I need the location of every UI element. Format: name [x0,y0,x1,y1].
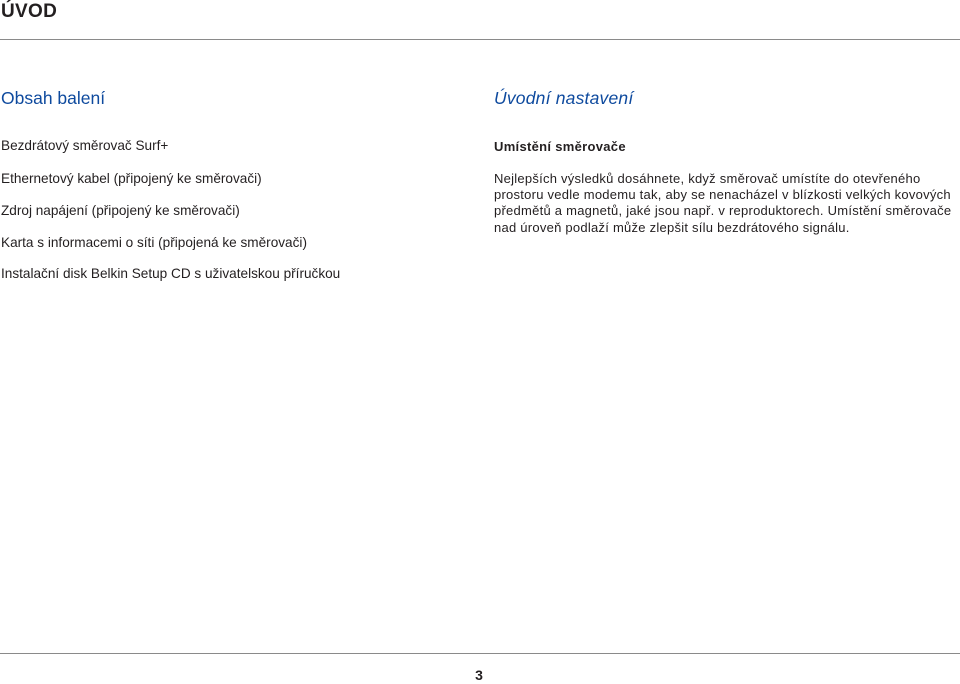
page-title: ÚVOD [1,1,58,22]
initial-setup-section [494,88,956,235]
router-placement-subheading: Umístění směrovače [494,139,626,154]
list-item: Karta s informacemi o síti (připojená ke směrovači) [1,235,307,250]
package-contents-section [1,88,441,281]
list-item: Ethernetový kabel (připojený ke směrovači) [1,171,262,186]
list-item: Instalační disk Belkin Setup CD s uživatelskou příručkou [1,266,341,281]
initial-setup-heading: Úvodní nastavení [494,88,634,108]
list-item: Bezdrátový směrovač Surf+ [1,138,169,153]
footer-divider [0,653,960,654]
header-divider [0,39,960,40]
page-number: 3 [475,667,483,683]
router-placement-paragraph: Nejlepších výsledků dosáhnete, když směrovač umístíte do otevřeného prostoru vedle modemu tak, aby se nenacházel v blízkosti velkých kovových předmětů a magnetů, jaké jsou např. v reproduktorech. Umístění směrovače nad úroveň podlaží může zlepšit sílu bezdrátového signálu. [494,171,952,235]
package-contents-heading: Obsah balení [1,88,106,108]
list-item: Zdroj napájení (připojený ke směrovači) [1,203,240,218]
